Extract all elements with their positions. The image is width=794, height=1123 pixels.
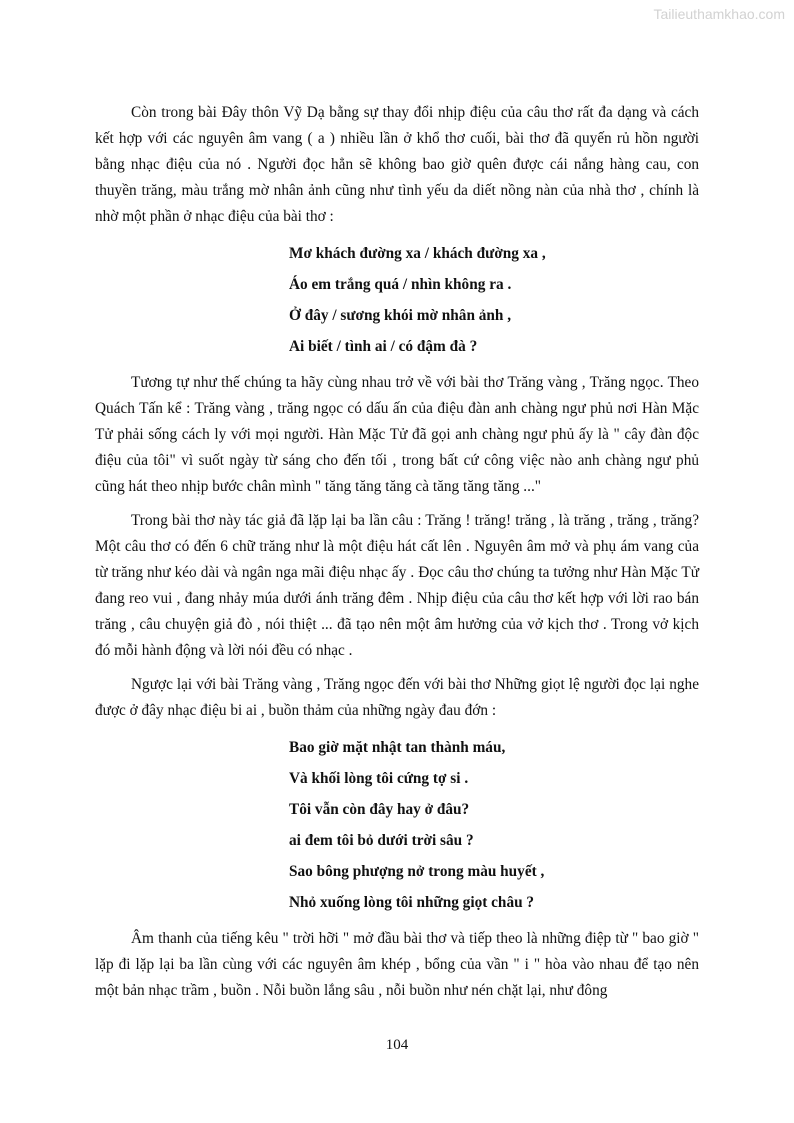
watermark-text: Tailieuthamkhao.com [653,6,785,22]
poem-stanza-1 [95,238,699,362]
paragraph: Ngược lại với bài Trăng vàng , Trăng ngọc đến với bài thơ Những giọt lệ người đọc lại nghe được ở đây nhạc điệu bi ai , buồn thảm của những ngày đau đớn : [95,676,699,719]
poem-line: Nhỏ xuống lòng tôi những giọt châu ? [289,894,535,911]
poem-line: Bao giờ mặt nhật tan thành máu, [289,739,506,756]
poem-line: Sao bông phượng nở trong màu huyết , [289,863,545,880]
paragraph: Âm thanh của tiếng kêu " trời hỡi " mở đầu bài thơ và tiếp theo là những điệp từ " bao giờ " lặp đi lặp lại ba lần cùng với các nguyên âm khép , bổng của vần " i " hòa vào nhau để tạo nên một bản nhạc trầm , buồn . Nỗi buồn lắng sâu , nỗi buồn như nén chặt lại, như đông [95,930,699,999]
paragraph: Tương tự như thế chúng ta hãy cùng nhau trở về với bài thơ Trăng vàng , Trăng ngọc. Theo Quách Tấn kể : Trăng vàng , trăng ngọc có dấu ấn của điệu đàn anh chàng ngư phủ nơi Hàn Mặc Tử phải sống cách ly với mọi người. Hàn Mặc Tử đã gọi anh chàng ngư phủ ấy là " cây đàn độc điệu của tôi" vì suốt ngày từ sáng cho đến tối , trong bất cứ công việc nào anh chàng ngư phủ cũng hát theo nhịp bước chân mình " tăng tăng tăng cà tăng tăng tăng ..." [95,374,699,495]
paragraph: Trong bài thơ này tác giả đã lặp lại ba lần câu : Trăng ! trăng! trăng , là trăng , trăng , trăng? Một câu thơ có đến 6 chữ trăng như là một điệu hát cất lên . Nguyên âm mở và phụ ám vang của từ trăng như kéo dài và ngân nga mãi điệu nhạc ấy . Đọc câu thơ chúng ta tưởng như Hàn Mặc Tử đang reo vui , đang nhảy múa dưới ánh trăng đêm . Nhịp điệu của câu thơ kết hợp với lời rao bán trăng , câu chuyện giả đò , nói thiệt ... đã tạo nên một âm hưởng của vở kịch thơ . Trong vở kịch đó mỗi hành động và lời nói đều có nhạc . [95,512,699,659]
poem-line: Mơ khách đường xa / khách đường xa , [289,245,546,262]
page-number: 104 [385,1037,409,1053]
poem-line: Ai biết / tình ai / có đậm đà ? [289,338,478,355]
poem-line: Tôi vẫn còn đây hay ở đâu? [289,801,470,818]
poem-line: Áo em trắng quá / nhìn không ra . [289,276,512,293]
poem-line: Và khối lòng tôi cứng tợ si . [289,770,469,787]
poem-line: ai đem tôi bỏ dưới trời sâu ? [289,832,474,849]
poem-line: Ở đây / sương khói mờ nhân ảnh , [289,307,512,324]
page-body [95,100,699,1004]
poem-stanza-2 [95,732,699,918]
paragraph: Còn trong bài Đây thôn Vỹ Dạ bằng sự thay đổi nhịp điệu của câu thơ rất đa dạng và cách kết hợp với các nguyên âm vang ( a ) nhiều lần ở khổ thơ cuối, bài thơ đã quyến rủ hồn người bằng nhạc điệu của nó . Người đọc hẳn sẽ không bao giờ quên được cái nắng hàng cau, con thuyền trăng, màu trắng mờ nhân ảnh cũng như tình yếu da diết nồng nàn của nhà thơ , chính là nhờ một phần ở nhạc điệu của bài thơ : [95,104,699,225]
